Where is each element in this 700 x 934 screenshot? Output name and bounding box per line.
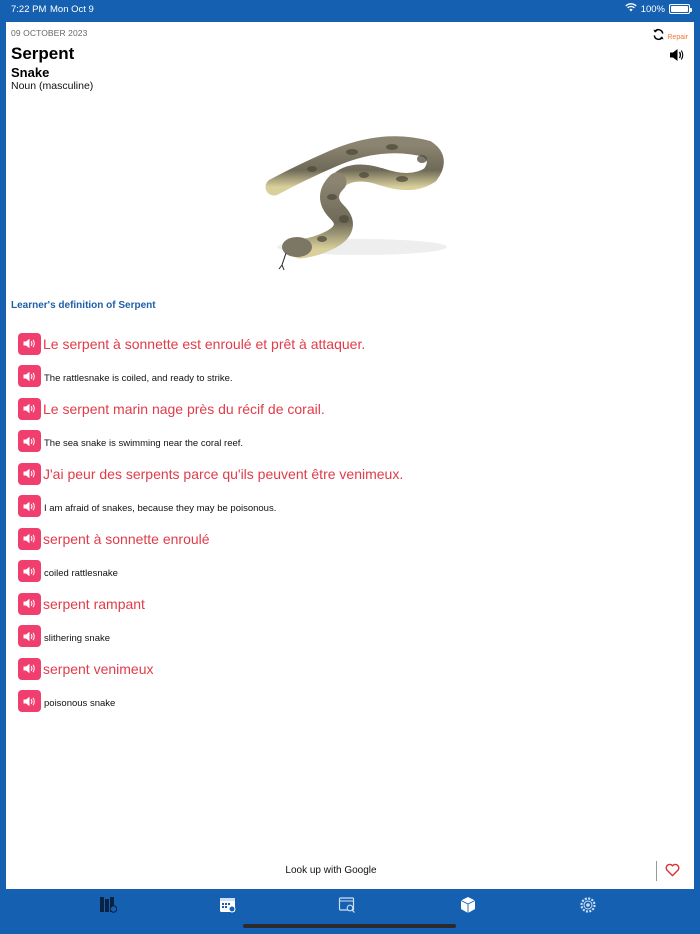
phrase-text: J'ai peur des serpents parce qu'ils peuvent être venimeux. — [43, 465, 404, 482]
phrase-english — [18, 620, 678, 652]
play-phrase-button[interactable] — [18, 430, 41, 452]
play-phrase-button[interactable] — [18, 593, 41, 615]
speaker-icon — [23, 598, 37, 609]
repair-button[interactable] — [652, 28, 688, 46]
play-phrase-button[interactable] — [18, 495, 41, 517]
play-word-button[interactable] — [669, 48, 685, 67]
play-phrase-button[interactable] — [18, 690, 41, 712]
calendar-icon — [219, 896, 237, 919]
tab-library[interactable] — [97, 896, 119, 918]
phrase-text: serpent venimeux — [43, 660, 154, 677]
phrase-text: Le serpent marin nage près du récif de corail. — [43, 400, 325, 417]
phrase-list — [18, 327, 678, 717]
favorite-button[interactable] — [665, 863, 680, 882]
phrase-english — [18, 685, 678, 717]
phrase-text: The sea snake is swimming near the coral reef. — [44, 438, 244, 449]
phrase-french — [18, 327, 678, 360]
phrase-french — [18, 392, 678, 425]
word-detail-card — [6, 22, 694, 889]
speaker-icon — [23, 533, 37, 544]
phrase-text: coiled rattlesnake — [44, 568, 118, 579]
speaker-icon — [23, 338, 37, 349]
tab-cube[interactable] — [457, 896, 479, 918]
phrase-french — [18, 457, 678, 490]
speaker-icon — [23, 436, 37, 447]
phrase-english — [18, 425, 678, 457]
status-right — [625, 3, 690, 15]
phrase-french — [18, 652, 678, 685]
phrase-text: The rattlesnake is coiled, and ready to strike. — [44, 373, 233, 384]
definition-title: Learner's definition of Serpent — [11, 300, 156, 311]
entry-date: 09 OCTOBER 2023 — [11, 28, 88, 38]
phrase-text: poisonous snake — [44, 698, 116, 709]
speaker-icon — [23, 501, 37, 512]
wifi-icon — [625, 3, 637, 15]
play-phrase-button[interactable] — [18, 398, 41, 420]
phrase-text: serpent à sonnette enroulé — [43, 530, 210, 547]
home-indicator[interactable] — [243, 924, 456, 928]
play-phrase-button[interactable] — [18, 333, 41, 355]
books-icon — [99, 896, 117, 918]
tab-bar — [0, 893, 700, 921]
speaker-icon — [23, 663, 37, 674]
speaker-icon — [23, 403, 37, 414]
speaker-icon — [23, 566, 37, 577]
play-phrase-button[interactable] — [18, 528, 41, 550]
part-of-speech: Noun (masculine) — [11, 80, 94, 92]
phrase-text: serpent rampant — [43, 595, 145, 612]
play-phrase-button[interactable] — [18, 625, 41, 647]
speaker-icon — [23, 371, 37, 382]
phrase-french — [18, 587, 678, 620]
speaker-icon — [23, 631, 37, 642]
status-date: Mon Oct 9 — [50, 4, 94, 15]
tab-calendar[interactable] — [217, 896, 239, 918]
phrase-french — [18, 522, 678, 555]
word-translation: Snake — [11, 65, 50, 80]
footer-divider — [656, 861, 657, 881]
card-footer — [6, 855, 694, 889]
play-phrase-button[interactable] — [18, 463, 41, 485]
repair-label: Repair — [667, 33, 688, 41]
google-lookup-link[interactable]: Look up with Google — [285, 865, 377, 876]
speaker-icon — [669, 49, 685, 66]
tab-search[interactable] — [336, 896, 358, 918]
battery-percent: 100% — [640, 3, 665, 15]
phrase-text: slithering snake — [44, 633, 111, 644]
letter-cube-icon — [459, 896, 477, 919]
speaker-icon — [23, 468, 37, 479]
phrase-text: Le serpent à sonnette est enroulé et prêt à attaquer. — [43, 335, 366, 352]
refresh-icon — [652, 28, 665, 46]
phrase-text: I am afraid of snakes, because they may be poisonous. — [44, 503, 277, 514]
battery-icon — [669, 4, 690, 14]
speaker-icon — [23, 696, 37, 707]
play-phrase-button[interactable] — [18, 365, 41, 387]
word-title: Serpent — [11, 44, 75, 63]
phrase-english — [18, 490, 678, 522]
status-bar — [0, 0, 700, 22]
gear-icon — [579, 896, 597, 919]
snake-image — [252, 97, 452, 292]
tab-settings[interactable] — [577, 896, 599, 918]
phrase-english — [18, 360, 678, 392]
status-time: 7:22 PM — [11, 4, 47, 15]
play-phrase-button[interactable] — [18, 658, 41, 680]
phrase-english — [18, 555, 678, 587]
browser-search-icon — [338, 896, 356, 919]
play-phrase-button[interactable] — [18, 560, 41, 582]
heart-icon — [665, 864, 680, 881]
